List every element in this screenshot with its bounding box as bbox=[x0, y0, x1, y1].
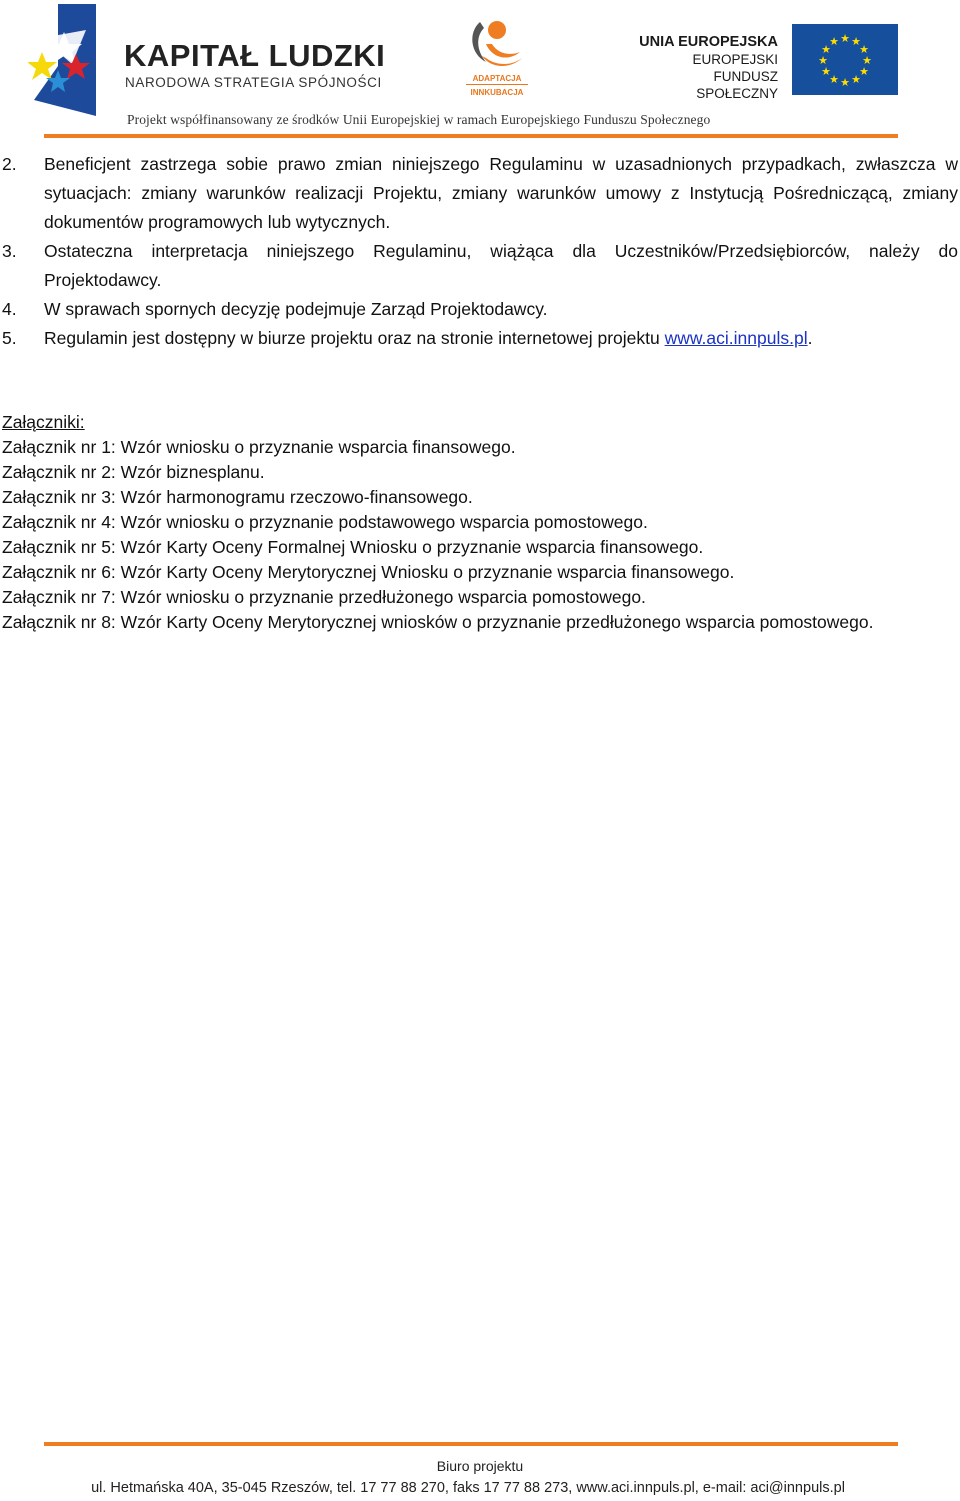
kapital-ludzki-logo bbox=[28, 4, 100, 116]
point-text-end: . bbox=[807, 328, 813, 348]
point-text: W sprawach spornych decyzję podejmuje Zarząd Projektodawcy. bbox=[44, 299, 548, 319]
svg-text:★: ★ bbox=[840, 32, 850, 45]
regulation-point bbox=[0, 295, 958, 324]
svg-text:★: ★ bbox=[821, 43, 831, 56]
attachment-item: Załącznik nr 2: Wzór biznesplanu. bbox=[2, 462, 265, 482]
innkubacja-label: INNKUBACJA bbox=[470, 88, 524, 97]
point-number: 5. bbox=[2, 328, 17, 348]
attachments-heading: Załączniki: bbox=[2, 412, 85, 432]
regulation-content bbox=[0, 150, 960, 632]
page-header bbox=[0, 0, 960, 140]
attachment-item: Załącznik nr 5: Wzór Karty Oceny Formalnej Wniosku o przyznanie wsparcia finansowego. bbox=[2, 537, 704, 557]
regulation-point bbox=[0, 324, 958, 353]
svg-text:★: ★ bbox=[851, 73, 861, 86]
svg-text:★: ★ bbox=[829, 35, 839, 48]
attachment-item: Załącznik nr 8: Wzór Karty Oceny Merytorycznej wniosków o przyznanie przedłużonego wsparcia pomostowego. bbox=[2, 612, 874, 632]
svg-text:★: ★ bbox=[862, 54, 872, 67]
regulation-point bbox=[0, 237, 958, 295]
svg-text:★: ★ bbox=[851, 35, 861, 48]
attachment-item: Załącznik nr 1: Wzór wniosku o przyznanie wsparcia finansowego. bbox=[2, 437, 516, 457]
eu-fund-text bbox=[628, 34, 778, 102]
project-website-link[interactable]: www.aci.innpuls.pl bbox=[664, 328, 808, 348]
footer-divider bbox=[44, 1442, 898, 1446]
point-number: 4. bbox=[2, 299, 17, 319]
svg-text:★: ★ bbox=[840, 76, 850, 89]
svg-text:★: ★ bbox=[821, 65, 831, 78]
footer-address: ul. Hetmańska 40A, 35-045 Rzeszów, tel. 17 77 88 270, faks 17 77 88 273, www.aci.innpuls.pl, e-mail: aci@innpuls.pl bbox=[91, 1480, 845, 1496]
attachments-section bbox=[2, 410, 942, 635]
footer-title: Biuro projektu bbox=[436, 1458, 524, 1474]
regulation-points bbox=[0, 150, 960, 353]
regulation-point bbox=[0, 150, 958, 237]
attachment-item: Załącznik nr 4: Wzór wniosku o przyznanie podstawowego wsparcia pomostowego. bbox=[2, 512, 648, 532]
point-text: Ostateczna interpretacja niniejszego Regulaminu, wiążąca dla Uczestników/Przedsiębiorców, należy do Projektodawcy. bbox=[44, 241, 958, 290]
cofinancing-tagline: Projekt współfinansowany ze środków Unii Europejskiej w ramach Europejskiego Funduszu Społecznego bbox=[127, 112, 711, 127]
svg-text:★: ★ bbox=[818, 54, 828, 67]
attachment-item: Załącznik nr 7: Wzór wniosku o przyznanie przedłużonego wsparcia pomostowego. bbox=[2, 587, 646, 607]
svg-text:★: ★ bbox=[829, 73, 839, 86]
header-divider bbox=[44, 134, 898, 138]
eu-union-label: UNIA EUROPEJSKA bbox=[639, 34, 778, 50]
point-number: 3. bbox=[2, 241, 17, 261]
adaptacja-innkubacja-logo bbox=[462, 14, 532, 74]
kapital-ludzki-title: KAPITAŁ LUDZKI bbox=[124, 38, 386, 73]
svg-text:★: ★ bbox=[859, 43, 869, 56]
adaptacja-label: ADAPTACJA bbox=[472, 74, 522, 83]
attachment-item: Załącznik nr 3: Wzór harmonogramu rzeczowo-finansowego. bbox=[2, 487, 473, 507]
point-number: 2. bbox=[2, 154, 17, 174]
point-text: Regulamin jest dostępny w biurze projektu oraz na stronie internetowej projektu bbox=[44, 328, 665, 348]
eu-fund-label: FUNDUSZ SPOŁECZNY bbox=[696, 69, 778, 101]
eu-flag-icon bbox=[792, 24, 898, 95]
attachment-item: Załącznik nr 6: Wzór Karty Oceny Merytorycznej Wniosku o przyznanie wsparcia finansowego. bbox=[2, 562, 735, 582]
eu-european-label: EUROPEJSKI bbox=[692, 52, 778, 67]
adaptacja-divider bbox=[466, 84, 528, 85]
kapital-ludzki-subtitle: NARODOWA STRATEGIA SPÓJNOŚCI bbox=[125, 75, 382, 90]
point-text: Beneficjent zastrzega sobie prawo zmian niniejszego Regulaminu w uzasadnionych przypadkach, zwłaszcza w sytuacjach: zmiany warunków realizacji Projektu, zmiany warunków umowy z Instytucją Pośredniczącą, zmiany dokumentów programowych lub wytycznych. bbox=[44, 154, 958, 232]
svg-text:★: ★ bbox=[859, 65, 869, 78]
